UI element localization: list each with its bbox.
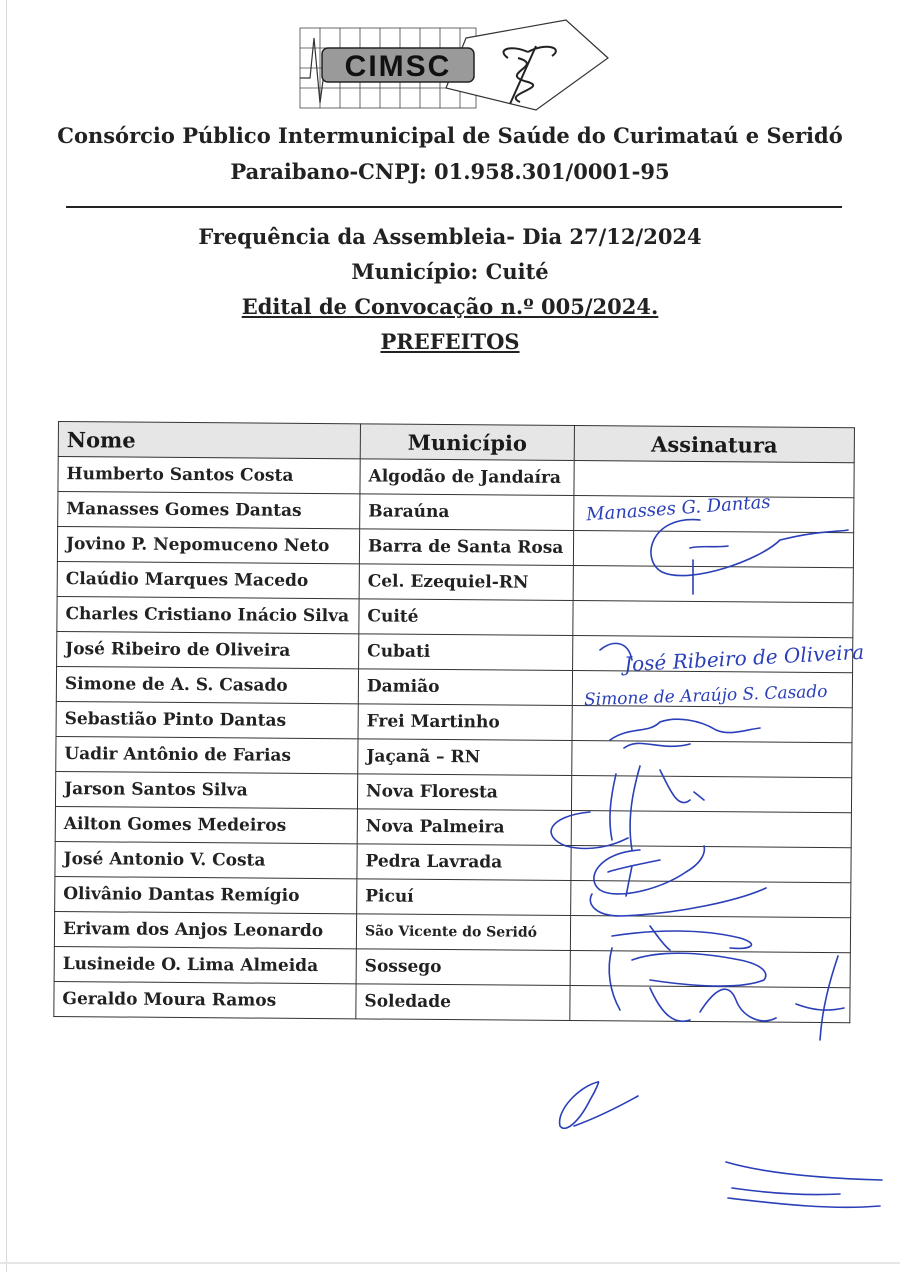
municipio-line: Município: Cuité: [351, 259, 549, 284]
cell-municipio: Pedra Lavrada: [357, 844, 571, 881]
cell-nome: Humberto Santos Costa: [58, 457, 360, 494]
cell-municipio: Frei Martinho: [358, 704, 572, 741]
logo-text: CIMSC: [344, 50, 452, 83]
cell-assinatura: [570, 916, 850, 953]
column-header-municipio: Município: [360, 424, 574, 461]
cell-assinatura: [572, 706, 852, 743]
cell-assinatura: [571, 846, 851, 883]
cell-nome: Claúdio Marques Macedo: [57, 561, 359, 598]
column-header-nome: Nome: [58, 422, 360, 459]
cell-municipio: Damião: [358, 669, 572, 706]
cell-municipio: Soledade: [356, 984, 570, 1021]
cell-assinatura: [571, 881, 851, 918]
cell-nome: Uadir Antônio de Farias: [56, 736, 358, 773]
cell-municipio: Cuité: [359, 599, 573, 636]
cell-nome: Manasses Gomes Dantas: [58, 492, 360, 529]
cell-nome: Simone de A. S. Casado: [56, 666, 358, 703]
cell-assinatura: [572, 741, 852, 778]
cell-nome: José Ribeiro de Oliveira: [57, 631, 359, 668]
cell-assinatura: [570, 951, 850, 988]
cell-nome: José Antonio V. Costa: [55, 841, 357, 878]
header-divider: [66, 206, 842, 208]
organization-cnpj: Paraibano-CNPJ: 01.958.301/0001-95: [230, 159, 670, 184]
organization-header: [40, 118, 860, 190]
organization-name: Consórcio Público Intermunicipal de Saúde do Curimataú e Seridó: [57, 123, 843, 148]
section-title: PREFEITOS: [380, 329, 520, 354]
cell-assinatura: [573, 531, 853, 568]
assembly-title: Frequência da Assembleia- Dia 27/12/2024: [198, 224, 702, 249]
cell-municipio: Cel. Ezequiel-RN: [359, 564, 573, 601]
cell-nome: Jovino P. Nepomuceno Neto: [57, 527, 359, 564]
cell-nome: Ailton Gomes Medeiros: [55, 806, 357, 843]
cell-assinatura: [571, 776, 851, 813]
cell-assinatura: [573, 566, 853, 603]
cell-nome: Jarson Santos Silva: [55, 771, 357, 808]
cell-nome: Sebastião Pinto Dantas: [56, 701, 358, 738]
cell-municipio: Baraúna: [360, 494, 574, 531]
signature-jose-ribeiro: José Ribeiro de Oliveira: [623, 639, 865, 677]
cell-municipio: Jaçanã – RN: [358, 739, 572, 776]
cell-municipio: Sossego: [356, 949, 570, 986]
cell-municipio: Nova Floresta: [357, 774, 571, 811]
cimsc-logo: [296, 18, 616, 114]
cell-municipio: Barra de Santa Rosa: [359, 529, 573, 566]
scan-edge: [6, 0, 7, 1272]
cell-assinatura: [573, 601, 853, 638]
cell-municipio: Picuí: [357, 879, 571, 916]
signature-manasses: Manasses G. Dantas: [585, 491, 772, 526]
cell-nome: Geraldo Moura Ramos: [54, 981, 356, 1018]
cell-assinatura: [570, 986, 850, 1023]
cell-municipio: Cubati: [359, 634, 573, 671]
cell-assinatura: [571, 811, 851, 848]
cell-municipio: Algodão de Jandaíra: [360, 459, 574, 496]
signature-simone: Simone de Araújo S. Casado: [583, 681, 828, 711]
cell-nome: Erivam dos Anjos Leonardo: [54, 911, 356, 948]
cell-assinatura: [574, 461, 854, 498]
cell-nome: Charles Cristiano Inácio Silva: [57, 596, 359, 633]
scan-edge: [0, 1262, 900, 1264]
table-row: [54, 981, 850, 1022]
cell-nome: Lusineide O. Lima Almeida: [54, 946, 356, 983]
column-header-assinatura: Assinatura: [574, 426, 854, 463]
cell-municipio: Nova Palmeira: [357, 809, 571, 846]
edital-line: Edital de Convocação n.º 005/2024.: [241, 294, 659, 319]
cell-municipio: São Vicente do Seridó: [356, 914, 570, 951]
cell-nome: Olivânio Dantas Remígio: [55, 876, 357, 913]
